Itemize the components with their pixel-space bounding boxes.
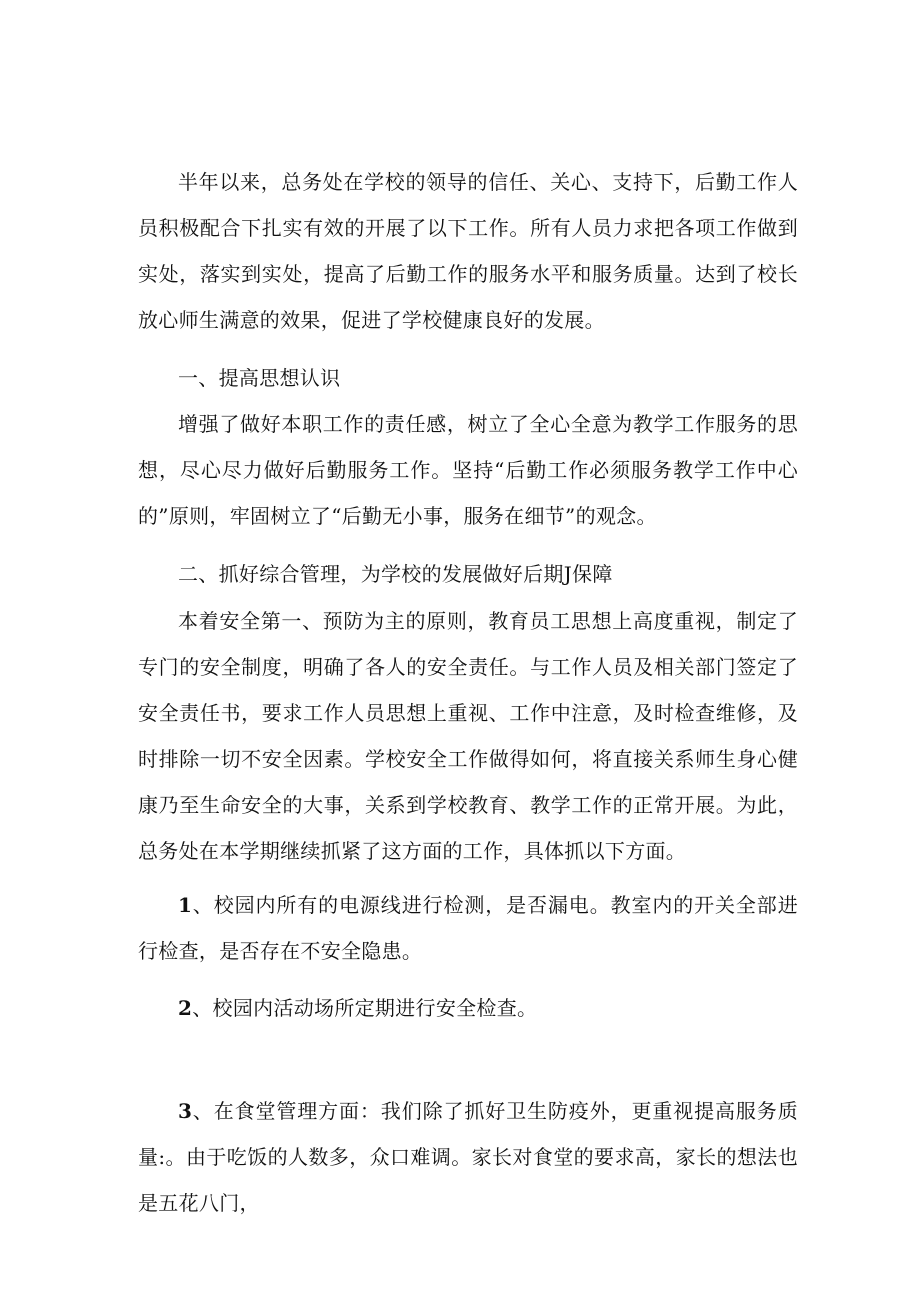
list-item-1-text: 、校园内所有的电源线进行检测，是否漏电。教室内的开关全部进行检查，是否存在不安全隐患。 bbox=[138, 893, 798, 963]
section-1-heading: 一、提高思想认识 bbox=[178, 366, 341, 390]
intro-paragraph: 半年以来，总务处在学校的领导的信任、关心、支持下，后勤工作人员积极配合下扎实有效的开展了以下工作。所有人员力求把各项工作做到实处，落实到实处，提高了后勤工作的服务水平和服务质量。达到了校长放心师生满意的效果，促进了学校健康良好的发展。 bbox=[138, 170, 798, 332]
section-2-paragraph: 本着安全第一、预防为主的原则，教育员工思想上高度重视，制定了专门的安全制度，明确了各人的安全责任。与工作人员及相关部门签定了安全责任书，要求工作人员思想上重视、工作中注意，及时检查维修，及时排除一切不安全因素。学校安全工作做得如何，将直接关系师生身心健康乃至生命安全的大事，关系到学校教育、教学工作的正常开展。为此，总务处在本学期继续抓紧了这方面的工作，具体抓以下方面。 bbox=[138, 609, 798, 863]
list-item-1-number: 1 bbox=[178, 893, 193, 917]
list-item-1 bbox=[138, 882, 798, 974]
section-1-paragraph: 增强了做好本职工作的责任感，树立了全心全意为教学工作服务的思想，尽心尽力做好后勤服务工作。坚持“后勤工作必须服务教学工作中心的”原则，牢固树立了“后勤无小事，服务在细节”的观念。 bbox=[138, 412, 798, 528]
list-item-3-text: 、在食堂管理方面：我们除了抓好卫生防疫外，更重视提高服务质量:。由于吃饭的人数多，众口难调。家长对食堂的要求高，家长的想法也是五花八门， bbox=[138, 1099, 798, 1215]
section-2-heading: 二、抓好综合管理，为学校的发展做好后期J保障 bbox=[178, 562, 613, 586]
list-item-2 bbox=[138, 985, 798, 1031]
list-item-3 bbox=[138, 1088, 798, 1226]
list-item-2-text: 、校园内活动场所定期进行安全检查。 bbox=[192, 996, 538, 1020]
list-item-2-number: 2 bbox=[178, 996, 193, 1020]
list-item-3-number: 3 bbox=[178, 1099, 193, 1123]
